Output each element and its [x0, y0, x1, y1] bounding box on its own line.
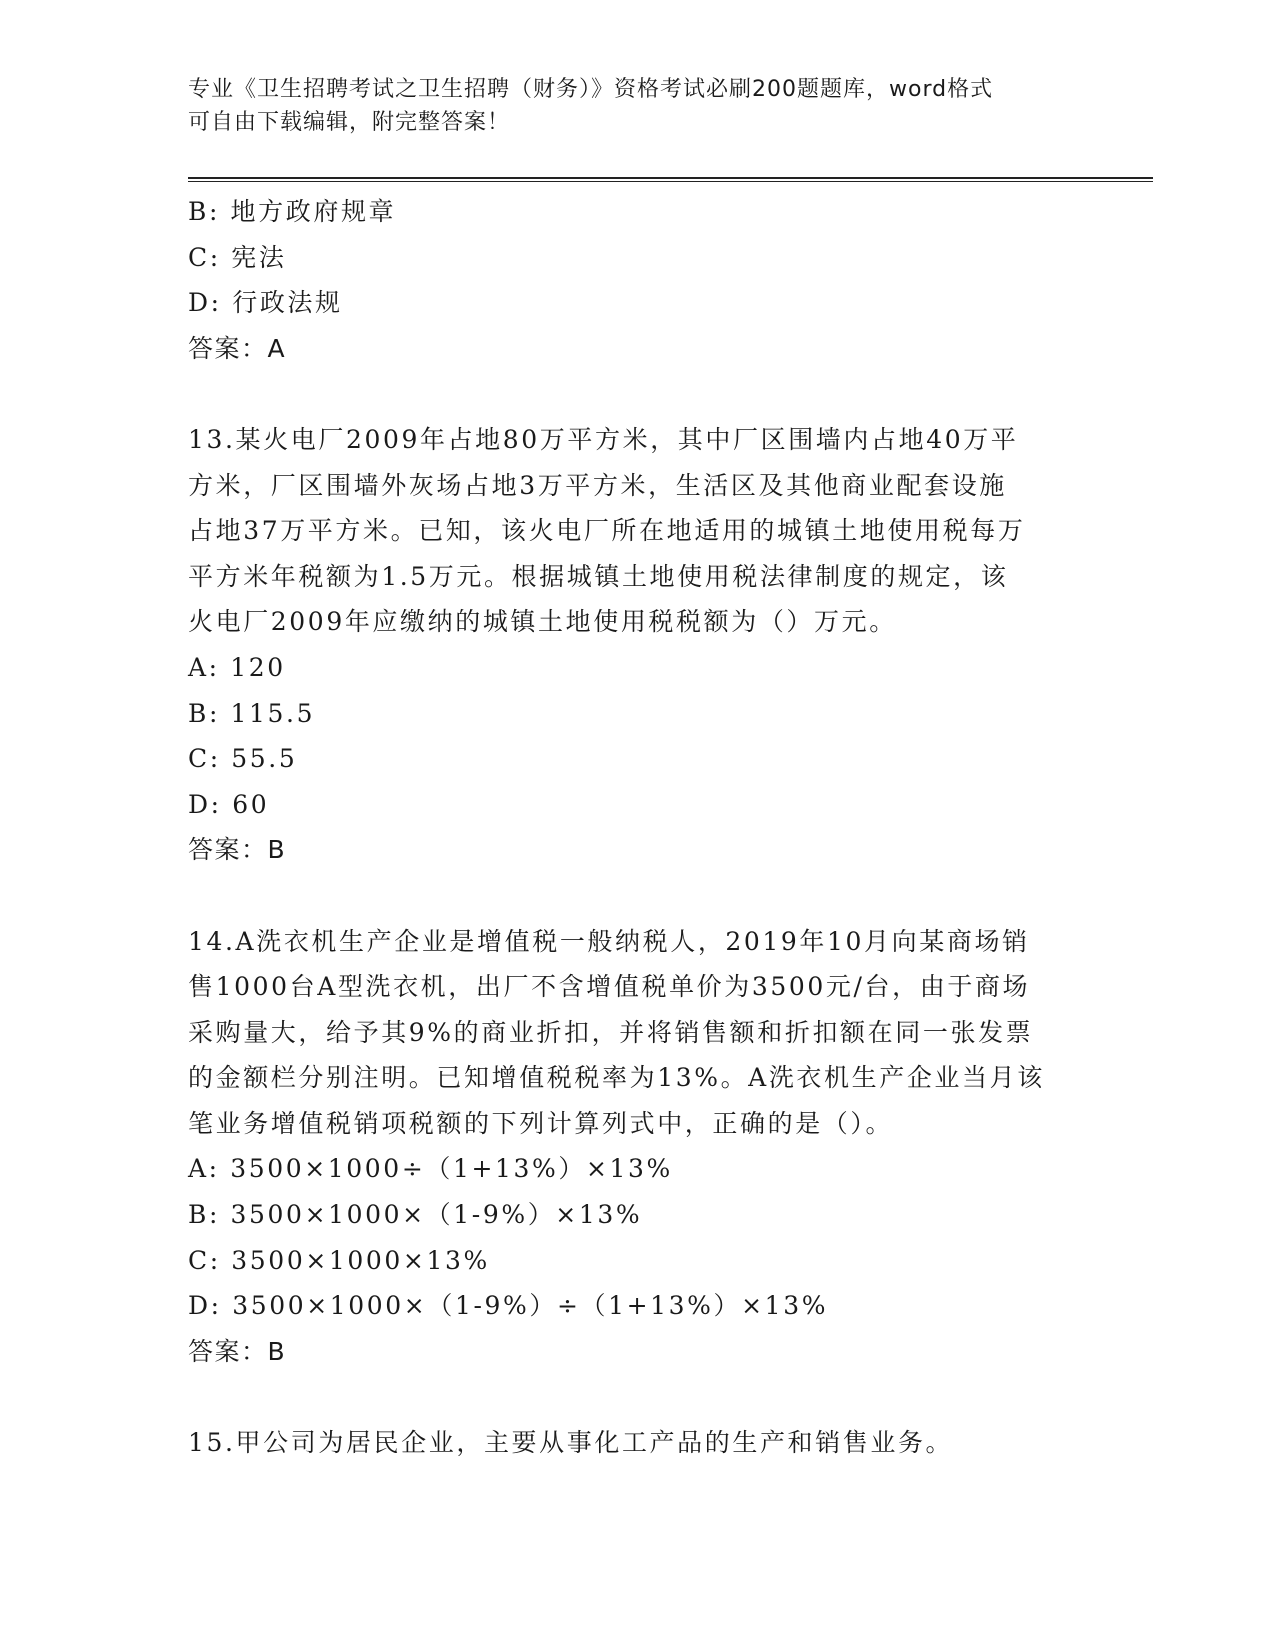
question-12-fragment — [188, 189, 1088, 371]
question-stem-line: 的金额栏分别注明。已知增值税税率为13%。A洗衣机生产企业当月该 — [188, 1063, 1045, 1093]
header-line-2: 可自由下载编辑，附完整答案！ — [188, 110, 511, 135]
question-stem-line: 13.某火电厂2009年占地80万平方米，其中厂区围墙内占地40万平 — [188, 424, 1019, 454]
header-divider-thick — [188, 177, 1153, 179]
question-stem-line: 方米，厂区围墙外灰场占地3万平方米，生活区及其他商业配套设施 — [188, 470, 1007, 500]
question-15 — [188, 1420, 1088, 1466]
spacer — [188, 371, 1088, 417]
option-a: A: 3500×1000÷（1+13%）×13% — [188, 1154, 673, 1184]
question-13 — [188, 417, 1088, 873]
question-stem-line: 14.A洗衣机生产企业是增值税一般纳税人，2019年10月向某商场销 — [188, 926, 1030, 956]
answer-line: 答案：B — [188, 835, 287, 865]
question-14 — [188, 919, 1088, 1375]
question-stem-line: 笔业务增值税销项税额的下列计算列式中，正确的是（）。 — [188, 1108, 894, 1138]
option-d: D: 60 — [188, 789, 270, 819]
document-header — [188, 73, 1088, 139]
header-line-1: 专业《卫生招聘考试之卫生招聘（财务）》资格考试必刷200题题库，word格式 — [188, 77, 994, 102]
question-stem-line: 15.甲公司为居民企业，主要从事化工产品的生产和销售业务。 — [188, 1428, 954, 1458]
option-b: B: 115.5 — [188, 698, 316, 728]
question-stem-line: 售1000台A型洗衣机，出厂不含增值税单价为3500元/台，由于商场 — [188, 972, 1031, 1002]
question-stem-line: 采购量大，给予其9%的商业折扣，并将销售额和折扣额在同一张发票 — [188, 1017, 1034, 1047]
option-a: A: 120 — [188, 652, 286, 682]
question-stem-line: 火电厂2009年应缴纳的城镇土地使用税税额为（）万元。 — [188, 607, 897, 637]
header-divider-thin — [188, 181, 1153, 182]
answer-line: 答案：A — [188, 333, 287, 363]
option-c: C: 宪法 — [188, 242, 287, 272]
document-body — [188, 189, 1088, 1466]
option-d: D: 行政法规 — [188, 288, 343, 318]
spacer — [188, 1374, 1088, 1420]
spacer — [188, 873, 1088, 919]
option-c: C: 55.5 — [188, 744, 298, 774]
question-stem-line: 平方米年税额为1.5万元。根据城镇土地使用税法律制度的规定，该 — [188, 561, 1009, 591]
question-stem-line: 占地37万平方米。已知，该火电厂所在地适用的城镇土地使用税每万 — [188, 516, 1026, 546]
answer-line: 答案：B — [188, 1336, 287, 1366]
option-c: C: 3500×1000×13% — [188, 1245, 490, 1275]
option-b: B: 地方政府规章 — [188, 197, 397, 226]
option-b: B: 3500×1000×（1-9%）×13% — [188, 1200, 643, 1230]
option-d: D: 3500×1000×（1-9%）÷（1+13%）×13% — [188, 1291, 829, 1321]
